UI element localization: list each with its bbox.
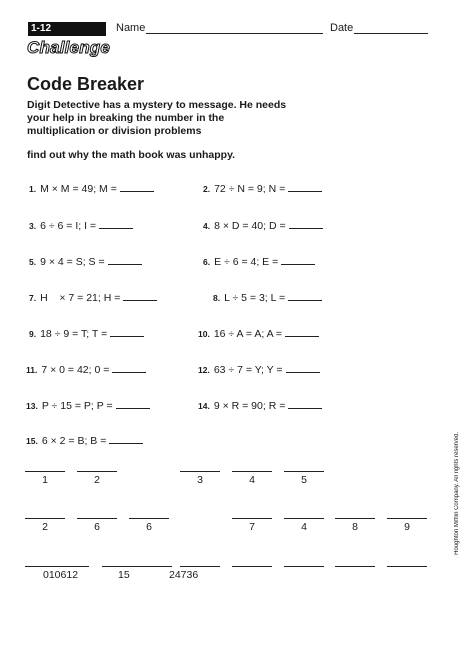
code-digit: 2 — [94, 474, 100, 486]
problem-text: 18 ÷ 9 = T; T = — [40, 328, 108, 340]
problem-text: 7 × 0 = 42; 0 = — [41, 364, 110, 376]
lesson-label: 1-12 — [28, 22, 106, 36]
problem-15 — [26, 433, 143, 447]
problem-number: 8. — [213, 293, 221, 303]
code-blank[interactable] — [25, 566, 89, 567]
answer-blank[interactable] — [109, 433, 143, 444]
problem-text: H × 7 = 21; H = — [40, 292, 121, 304]
answer-blank[interactable] — [288, 290, 322, 301]
answer-blank[interactable] — [289, 218, 323, 229]
problem-7 — [29, 290, 157, 304]
answer-blank[interactable] — [110, 326, 144, 337]
problem-4 — [203, 218, 323, 232]
code-blank[interactable] — [102, 566, 172, 567]
problem-12 — [198, 362, 320, 376]
problem-14 — [198, 398, 322, 412]
code-digit: 7 — [249, 521, 255, 533]
code-blank[interactable] — [284, 566, 324, 567]
answer-blank[interactable] — [108, 254, 142, 265]
code-digit: 4 — [249, 474, 255, 486]
problem-1 — [29, 181, 154, 195]
problem-number: 10. — [198, 329, 210, 339]
problem-10 — [198, 326, 319, 340]
problem-number: 9. — [29, 329, 37, 339]
problem-6 — [203, 254, 315, 268]
answer-blank[interactable] — [286, 362, 320, 373]
intro-text: Digit Detective has a mystery to message. He needs your help in breaking the number in the multiplication or division problems — [27, 99, 287, 137]
answer-blank[interactable] — [99, 218, 133, 229]
name-field[interactable] — [146, 33, 323, 34]
problem-number: 2. — [203, 184, 211, 194]
code-blank[interactable] — [232, 518, 272, 519]
code-blank[interactable] — [232, 566, 272, 567]
problem-text: 9 × 4 = S; S = — [40, 256, 105, 268]
code-blank[interactable] — [387, 518, 427, 519]
name-label: Name — [116, 22, 146, 34]
date-field[interactable] — [354, 33, 428, 34]
date-label: Date — [330, 22, 354, 34]
answer-blank[interactable] — [112, 362, 146, 373]
section-title: Challenge — [27, 38, 111, 57]
answer-blank[interactable] — [116, 398, 150, 409]
problem-number: 12. — [198, 365, 210, 375]
problem-number: 6. — [203, 257, 211, 267]
problem-text: 9 × R = 90; R = — [213, 400, 286, 412]
answer-blank[interactable] — [288, 181, 322, 192]
problem-text: 72 ÷ N = 9; N = — [214, 183, 286, 195]
answer-blank[interactable] — [120, 181, 154, 192]
code-blank[interactable] — [284, 518, 324, 519]
code-blank[interactable] — [180, 471, 220, 472]
problem-3 — [29, 218, 133, 232]
problem-number: 11. — [26, 365, 38, 375]
problem-text: 8 × D = 40; D = — [214, 220, 286, 232]
problem-text: M × M = 49; M = — [40, 183, 117, 195]
problem-5 — [29, 254, 142, 268]
problem-number: 7. — [29, 293, 37, 303]
code-blank[interactable] — [25, 471, 65, 472]
code-blank[interactable] — [335, 518, 375, 519]
problem-text: 6 × 2 = B; B = — [41, 435, 107, 447]
code-digit: 8 — [352, 521, 358, 533]
code-digit: 6 — [146, 521, 152, 533]
problem-text: 16 ÷ A = A; A = — [213, 328, 283, 340]
code-blank[interactable] — [25, 518, 65, 519]
copyright-notice: Houghton Mifflin Company. All rights reserved. — [454, 432, 460, 555]
code-blank[interactable] — [180, 566, 220, 567]
problem-text: 6 ÷ 6 = I; I = — [40, 220, 97, 232]
answer-blank[interactable] — [281, 254, 315, 265]
code-digit: 3 — [197, 474, 203, 486]
code-digit: 9 — [404, 521, 410, 533]
problem-number: 15. — [26, 436, 38, 446]
code-blank[interactable] — [77, 518, 117, 519]
answer-blank[interactable] — [285, 326, 319, 337]
code-digits: 010612 — [43, 569, 79, 581]
code-digit: 1 — [42, 474, 48, 486]
problem-number: 13. — [26, 401, 38, 411]
code-blank[interactable] — [284, 471, 324, 472]
problem-text: E ÷ 6 = 4; E = — [214, 256, 279, 268]
instruction-text: find out why the math book was unhappy. — [27, 149, 236, 161]
answer-blank[interactable] — [288, 398, 322, 409]
page-title: Code Breaker — [27, 74, 145, 94]
problem-number: 5. — [29, 257, 37, 267]
code-blank[interactable] — [77, 471, 117, 472]
code-digits: 24736 — [169, 569, 199, 581]
code-digit: 4 — [301, 521, 307, 533]
problem-11 — [26, 362, 146, 376]
problem-text: L ÷ 5 = 3; L = — [224, 292, 286, 304]
problem-2 — [203, 181, 322, 195]
code-blank[interactable] — [232, 471, 272, 472]
code-digits: 15 — [118, 569, 130, 581]
problem-13 — [26, 398, 150, 412]
code-blank[interactable] — [335, 566, 375, 567]
code-blank[interactable] — [387, 566, 427, 567]
problem-text: 63 ÷ 7 = Y; Y = — [213, 364, 283, 376]
code-digit: 5 — [301, 474, 307, 486]
problem-8 — [213, 290, 322, 304]
problem-9 — [29, 326, 144, 340]
problem-text: P ÷ 15 = P; P = — [41, 400, 113, 412]
problem-number: 4. — [203, 221, 211, 231]
problem-number: 14. — [198, 401, 210, 411]
code-digit: 2 — [42, 521, 48, 533]
problem-number: 3. — [29, 221, 37, 231]
problem-number: 1. — [29, 184, 37, 194]
code-digit: 6 — [94, 521, 100, 533]
code-blank[interactable] — [129, 518, 169, 519]
answer-blank[interactable] — [123, 290, 157, 301]
